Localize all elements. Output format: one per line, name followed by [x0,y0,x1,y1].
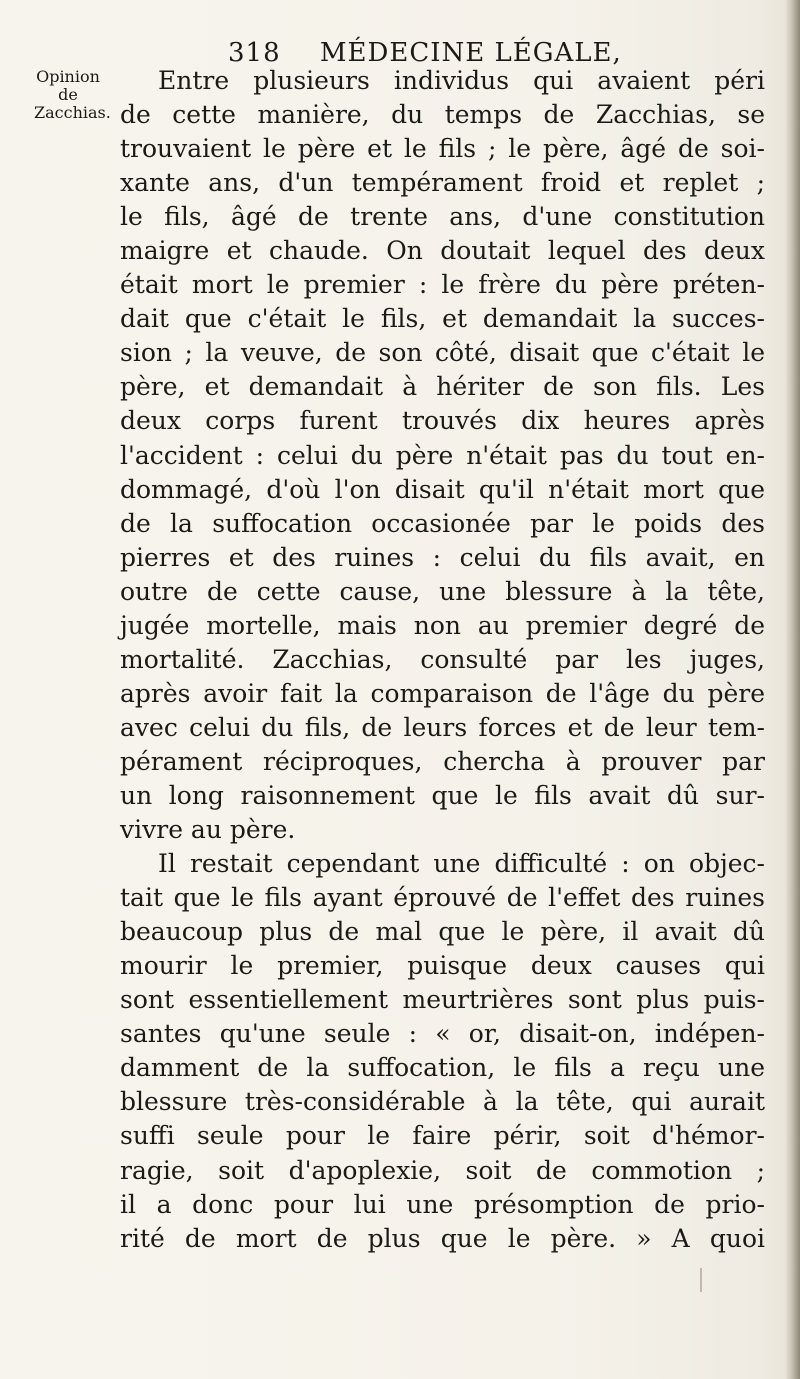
text-line: pérament réciproques, chercha à prouver par [120,746,765,776]
text-line: mortalité. Zacchias, consulté par les juges, [120,644,765,674]
text-line: vivre au père. [120,815,296,845]
text-line: Entre plusieurs individus qui avaient péri [158,66,765,95]
text-line: mourir le premier, puisque deux causes qui [120,951,765,981]
text-line: suffi seule pour le faire périr, soit d'hémor- [120,1121,765,1151]
text-line: maigre et chaude. On doutait lequel des deux [120,236,765,266]
text-line: outre de cette cause, une blessure à la tête, [120,576,765,606]
text-line: après avoir fait la comparaison de l'âge du père [120,678,765,708]
page-edge-shadow [786,0,800,1379]
text-line: dommagé, d'où l'on disait qu'il n'était mort que [120,474,765,504]
text-line: rité de mort de plus que le père. » A quoi [120,1223,765,1253]
text-line: avec celui du fils, de leurs forces et de leur tem- [120,712,765,742]
text-line: sont essentiellement meurtrières sont plus puis- [120,985,765,1015]
text-line: de cette manière, du temps de Zacchias, se [120,100,765,130]
text-line: ragie, soit d'apoplexie, soit de commotion ; [120,1155,765,1185]
text-line: deux corps furent trouvés dix heures après [120,406,765,436]
text-line: dait que c'était le fils, et demandait la succes- [120,304,765,334]
text-line: il a donc pour lui une présomption de prio- [120,1189,765,1219]
text-line: père, et demandait à hériter de son fils. Les [120,372,765,402]
text-line: blessure très-considérable à la tête, qui aurait [120,1087,765,1117]
text-line: xante ans, d'un tempérament froid et replet ; [120,168,765,198]
text-line: pierres et des ruines : celui du fils avait, en [120,542,765,572]
text-line: Il restait cependant une difficulté : on objec- [158,849,765,879]
text-line: était mort le premier : le frère du père préten- [120,270,765,300]
text-line: le fils, âgé de trente ans, d'une constitution [120,202,765,232]
body-text [120,64,765,1256]
stray-mark [700,1268,702,1292]
running-title: MÉDECINE LÉGALE, [319,38,622,68]
text-line: damment de la suffocation, le fils a reçu une [120,1053,765,1083]
margin-note-line: Opinion de [36,67,100,104]
text-line: beaucoup plus de mal que le père, il avait dû [120,917,765,947]
text-line: un long raisonnement que le fils avait dû sur- [120,780,765,810]
text-line: sion ; la veuve, de son côté, disait que c'était le [120,338,765,368]
margin-note-line: Zacchias. [34,103,111,122]
text-line: santes qu'une seule : « or, disait-on, indépen- [120,1019,765,1049]
text-line: de la suffocation occasionée par le poids des [120,508,765,538]
page-number: 318 [228,38,281,68]
text-line: jugée mortelle, mais non au premier degré de [120,610,765,640]
text-line: l'accident : celui du père n'était pas du tout en- [120,440,765,470]
text-line: tait que le fils ayant éprouvé de l'effet des ruines [120,883,765,913]
text-line: trouvaient le père et le fils ; le père, âgé de soi- [120,134,765,164]
margin-note [34,67,111,122]
